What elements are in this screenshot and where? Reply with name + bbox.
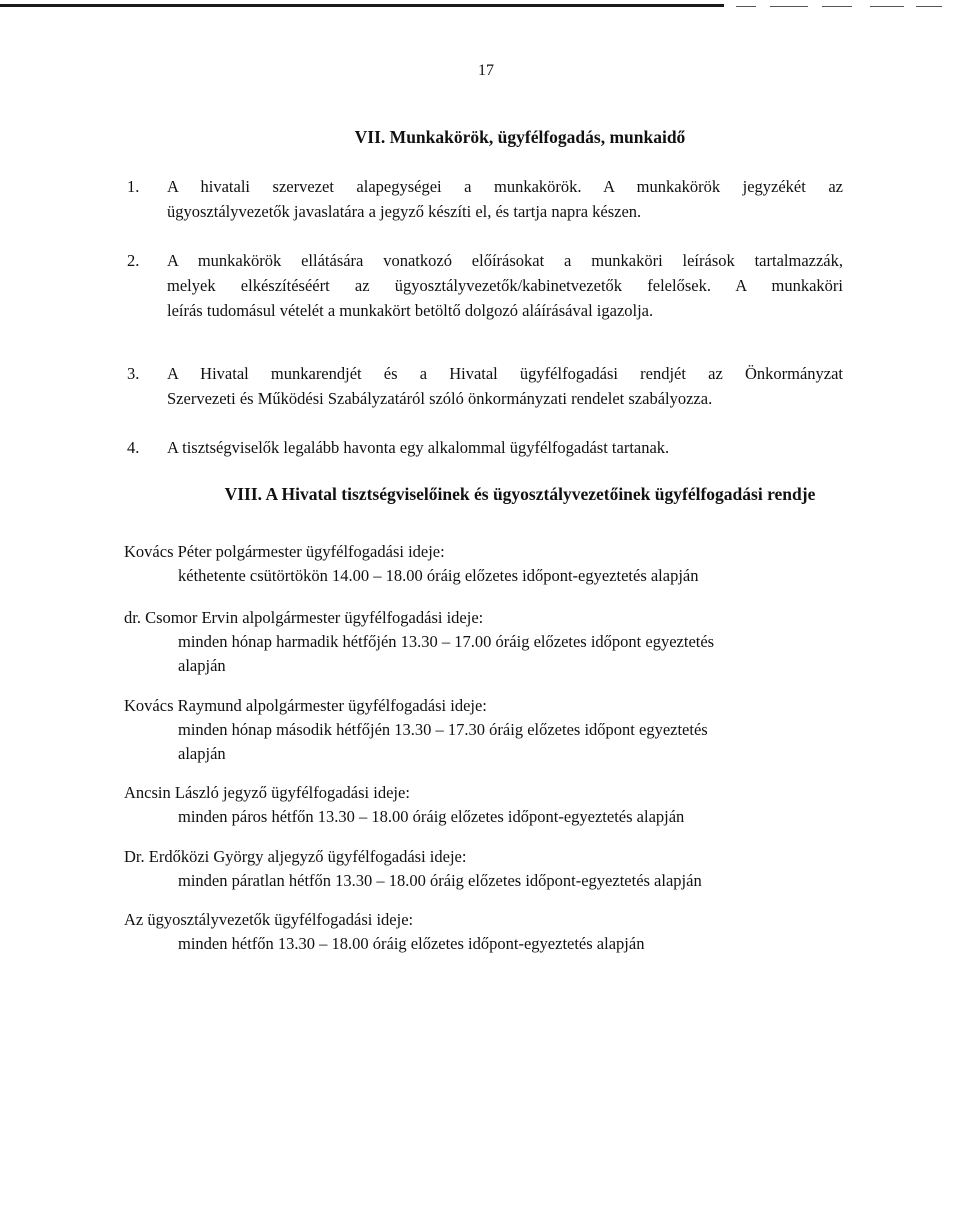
list-item bbox=[127, 435, 843, 460]
office-hours-detail: minden hétfőn 13.30 – 18.00 óráig előzetes időpont-egyeztetés alapján bbox=[178, 934, 645, 953]
scan-border-fragment bbox=[916, 6, 942, 7]
scan-top-border bbox=[0, 4, 724, 7]
list-item bbox=[127, 361, 843, 411]
list-item-number: 4. bbox=[127, 438, 140, 457]
office-hours-detail: kéthetente csütörtökön 14.00 – 18.00 óráig előzetes időpont-egyeztetés alapján bbox=[178, 566, 699, 585]
section-heading-viii: VIII. A Hivatal tisztségviselőinek és ügyosztályvezetőinek ügyfélfogadási rendje bbox=[224, 484, 816, 504]
scan-border-fragment bbox=[770, 6, 808, 7]
office-hours-title: Dr. Erdőközi György aljegyző ügyfélfogadási ideje: bbox=[124, 847, 467, 866]
office-hours-detail: minden páratlan hétfőn 13.30 – 18.00 óráig előzetes időpont-egyeztetés alapján bbox=[178, 871, 702, 890]
office-hours-entry bbox=[124, 606, 714, 678]
scan-border-fragment bbox=[870, 6, 904, 7]
scan-border-fragment bbox=[736, 6, 756, 7]
office-hours-entry bbox=[124, 540, 699, 588]
office-hours-detail: alapján bbox=[178, 656, 226, 675]
list-item-line: melyek elkészítéséért az ügyosztályvezetők/kabinetvezetők felelősek. A munkaköri bbox=[167, 276, 843, 295]
list-item-number: 2. bbox=[127, 251, 140, 270]
office-hours-title: Kovács Raymund alpolgármester ügyfélfogadási ideje: bbox=[124, 696, 487, 715]
list-item-line: A munkakörök ellátására vonatkozó előírásokat a munkaköri leírások tartalmazzák, bbox=[167, 251, 843, 270]
office-hours-title: Az ügyosztályvezetők ügyfélfogadási ideje: bbox=[124, 910, 414, 929]
page-number: 17 bbox=[478, 62, 494, 79]
office-hours-detail: alapján bbox=[178, 744, 226, 763]
office-hours-title: dr. Csomor Ervin alpolgármester ügyfélfogadási ideje: bbox=[124, 608, 484, 627]
list-item-number: 3. bbox=[127, 364, 140, 383]
list-item-line: A tisztségviselők legalább havonta egy alkalommal ügyfélfogadást tartanak. bbox=[167, 438, 670, 457]
list-item bbox=[127, 174, 843, 224]
office-hours-detail: minden páros hétfőn 13.30 – 18.00 óráig előzetes időpont-egyeztetés alapján bbox=[178, 807, 685, 826]
list-item-line: A Hivatal munkarendjét és a Hivatal ügyfélfogadási rendjét az Önkormányzat bbox=[167, 364, 843, 383]
office-hours-title: Kovács Péter polgármester ügyfélfogadási ideje: bbox=[124, 542, 445, 561]
section-heading-vii: VII. Munkakörök, ügyfélfogadás, munkaidő bbox=[354, 127, 686, 147]
list-item-number: 1. bbox=[127, 177, 140, 196]
office-hours-entry bbox=[124, 908, 644, 956]
office-hours-entry bbox=[124, 781, 684, 829]
office-hours-detail: minden hónap második hétfőjén 13.30 – 17.30 óráig előzetes időpont egyeztetés bbox=[178, 720, 708, 739]
list-item-line: Szervezeti és Működési Szabályzatáról szóló önkormányzati rendelet szabályozza. bbox=[167, 389, 713, 408]
list-item bbox=[127, 248, 843, 323]
list-item-line: leírás tudomásul vételét a munkakört betöltő dolgozó aláírásával igazolja. bbox=[167, 301, 654, 320]
office-hours-entry bbox=[124, 694, 708, 766]
office-hours-entry bbox=[124, 845, 702, 893]
office-hours-detail: minden hónap harmadik hétfőjén 13.30 – 17.00 óráig előzetes időpont egyeztetés bbox=[178, 632, 715, 651]
scan-border-fragment bbox=[822, 6, 852, 7]
list-item-line: ügyosztályvezetők javaslatára a jegyző készíti el, és tartja napra készen. bbox=[167, 202, 642, 221]
office-hours-title: Ancsin László jegyző ügyfélfogadási ideje: bbox=[124, 783, 410, 802]
list-item-line: A hivatali szervezet alapegységei a munkakörök. A munkakörök jegyzékét az bbox=[167, 177, 843, 196]
